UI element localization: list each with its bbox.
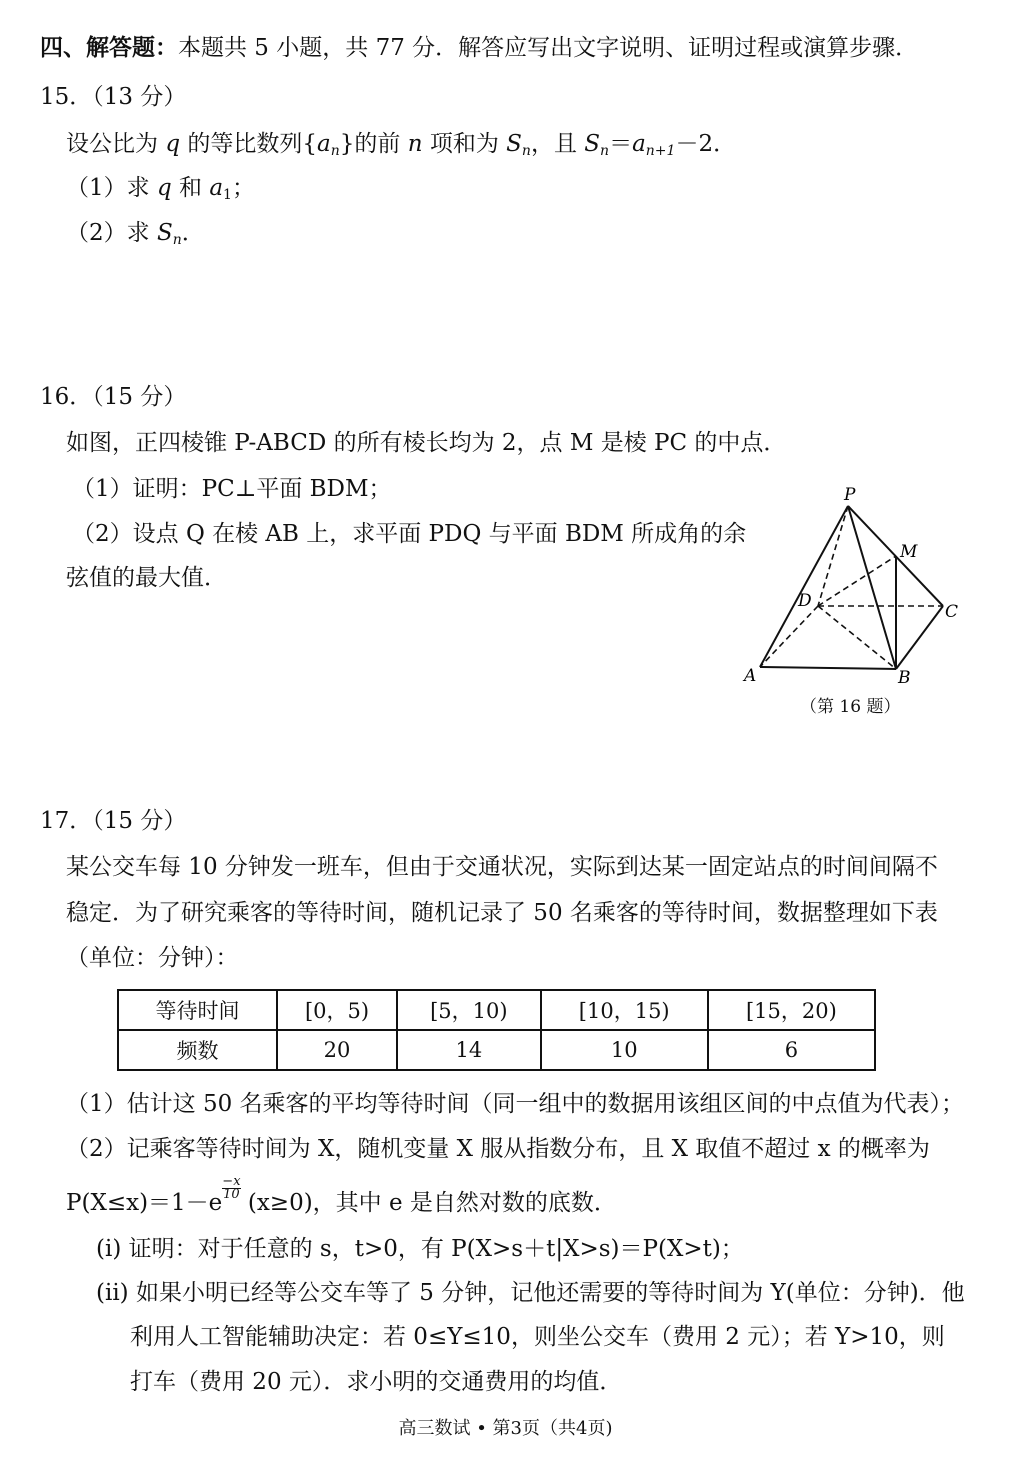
table-cell: [15，20) [708,990,875,1030]
section-header [40,33,918,63]
label-M: M [900,542,918,562]
edge-DM [818,556,896,606]
q15-part1: （1）求 q 和 $a_1$； [66,175,255,203]
figure-caption: （第 16 题） [800,697,901,717]
q17-stem-line3: （单位：分钟）： [66,945,239,971]
q16-stem: 如图，正四棱锥 P-ABCD 的所有棱长均为 2，点 M 是棱 PC 的中点． [66,430,787,456]
table-row [118,990,875,1030]
table-cell: [5，10) [397,990,541,1030]
q17-sub-i: (ⅰ) 证明：对于任意的 s，t>0，有 P(X>s＋t|X>s)＝P(X>t)； [96,1236,744,1262]
table-row [118,1030,875,1070]
table-cell: 6 [708,1030,875,1070]
label-B: B [898,668,911,688]
table-cell: 20 [277,1030,397,1070]
q16-part2-line1: （2）设点 Q 在棱 AB 上，求平面 PDQ 与平面 BDM 所成角的余 [72,521,747,547]
pyramid-figure [738,482,978,722]
edge-PA [760,506,848,667]
edge-AB [760,667,896,669]
q15-part2: （2）求 $S_n$． [66,220,205,248]
exponent-fraction: −x 10 [222,1174,241,1202]
q17-sub-ii-line1: (ⅱ) 如果小明已经等公交车等了 5 分钟，记他还需要的等待时间为 Y(单位：分钟)．他 [96,1280,965,1306]
q15-number: 15．（13 分） [40,84,187,110]
q17-part2-line1: （2）记乘客等待时间为 X，随机变量 X 服从指数分布，且 X 取值不超过 x 的概率为 [66,1136,930,1162]
label-C: C [945,602,959,622]
q16-part1: （1）证明：PC⊥平面 BDM； [72,476,392,502]
table-cell: 14 [397,1030,541,1070]
q15-stem: 设公比为 q 的等比数列$\{a_n\}$的前 n 项和为 $S_n$，且 $S_n=a_{n+1}-2$． [66,131,737,159]
table-cell: [10，15) [541,990,708,1030]
section-label: 四、解答题： [40,34,178,61]
label-D: D [798,591,812,611]
edge-BC [896,606,943,669]
q17-stem-line1: 某公交车每 10 分钟发一班车，但由于交通状况，实际到达某一固定站点的时间间隔不 [66,854,938,880]
section-instructions: 本题共 5 小题，共 77 分．解答应写出文字说明、证明过程或演算步骤． [178,35,919,61]
q17-number: 17．（15 分） [40,808,187,834]
q17-part1: （1）估计这 50 名乘客的平均等待时间（同一组中的数据用该组区间的中点值为代表）； [66,1091,965,1117]
q16-part2-line2: 弦值的最大值． [66,565,227,591]
edge-DB [818,606,896,669]
table-cell: [0，5) [277,990,397,1030]
q17-part2-formula: P(X≤x)＝1－e−x 10 (x≥0)，其中 e 是自然对数的底数． [66,1174,617,1216]
q17-sub-ii-line2: 利用人工智能辅助决定：若 0≤Y≤10，则坐公交车（费用 2 元）；若 Y>10，则 [130,1324,945,1350]
table-cell: 频数 [118,1030,277,1070]
q17-stem-line2: 稳定．为了研究乘客的等待时间，随机记录了 50 名乘客的等待时间，数据整理如下表 [66,900,938,926]
label-A: A [744,666,757,686]
label-P: P [844,485,856,505]
page-footer: 高三数试 • 第3页（共4页) [398,1418,613,1439]
edge-PD [818,506,848,606]
frequency-table [117,989,876,1071]
q16-number: 16．（15 分） [40,384,187,410]
table-cell: 10 [541,1030,708,1070]
table-cell: 等待时间 [118,990,277,1030]
q17-sub-ii-line3: 打车（费用 20 元）．求小明的交通费用的均值． [130,1369,623,1395]
